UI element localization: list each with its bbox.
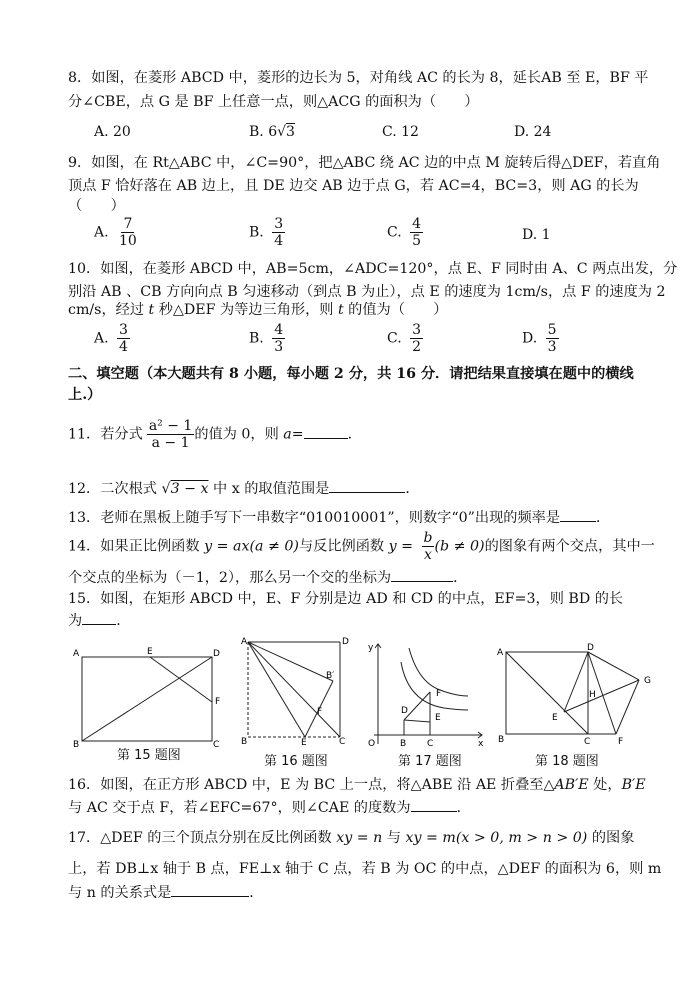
q10-line3-part1: cm/s，经过 bbox=[68, 302, 149, 318]
q11-fraction bbox=[147, 418, 195, 451]
q10-option-c-label: C. bbox=[387, 330, 402, 347]
q9-option-d: D. 1 bbox=[522, 227, 551, 243]
segment-ef bbox=[150, 657, 212, 702]
q15-line1: 15．如图，在矩形 ABCD 中，E、F 分别是边 AD 和 CD 的中点，EF=3，则 BD 的长 bbox=[68, 591, 624, 607]
q11-middle: 的值为 0，则 bbox=[194, 426, 284, 443]
q17-line1-text: 17．△DEF 的三个顶点分别在反比例函数 bbox=[68, 830, 337, 846]
fig17-label-f: F bbox=[436, 689, 442, 699]
segment-ae bbox=[248, 642, 305, 737]
figure-17 bbox=[364, 640, 492, 750]
q16-line2 bbox=[68, 797, 471, 818]
section2-heading-line2: 上.） bbox=[68, 387, 102, 403]
q10-option-a-label: A. bbox=[94, 330, 109, 347]
q9-option-c-fraction bbox=[410, 216, 423, 249]
q9-option-b bbox=[249, 216, 285, 249]
q8-line2: 分∠CBE，点 G 是 BF 上任意一点，则△ACG 的面积为（ ） bbox=[68, 94, 479, 110]
sqrt-symbol: √ bbox=[161, 481, 171, 497]
q10-line3-part3: 的值为（ ） bbox=[343, 302, 448, 318]
q13-end: ． bbox=[596, 510, 611, 526]
q11-end: ． bbox=[347, 426, 362, 443]
q17-line2: 上，若 DB⊥x 轴于 B 点，FE⊥x 轴于 C 点，若 B 为 OC 的中点，△DEF 的面积为 6，则 m bbox=[68, 861, 662, 877]
fig17-label-x: x bbox=[478, 739, 484, 749]
q10-line3-part2: 秒△DEF 为等边三角形，则 bbox=[154, 302, 338, 318]
q14-line2-text: 个交点的坐标为（－1，2），那么另一个交的坐标为 bbox=[68, 570, 392, 586]
q16-line1 bbox=[68, 775, 646, 795]
fig16-label-b: B bbox=[241, 737, 248, 746]
sqrt-symbol: √ bbox=[277, 124, 287, 140]
fig15-label-d: D bbox=[213, 649, 220, 659]
q15-line2 bbox=[68, 610, 130, 631]
q14-inverse-function-lhs: y = bbox=[388, 538, 418, 555]
q9-option-c bbox=[387, 216, 423, 249]
answer-blank[interactable] bbox=[82, 610, 116, 625]
fig18-label-g: G bbox=[644, 676, 651, 686]
q17-line3-text: 与 n 的关系式是 bbox=[68, 885, 172, 901]
fig17-label-o: O bbox=[368, 739, 376, 749]
q17-conjunction: 与 bbox=[382, 830, 406, 846]
q17-line1 bbox=[68, 828, 634, 848]
q17-line3 bbox=[68, 882, 264, 903]
q8-line1: 8．如图，在菱形 ABCD 中，菱形的边长为 5，对角线 AC 的长为 8，延长AB 至 E，BF 平 bbox=[68, 70, 649, 86]
q15-line2-text: 为 bbox=[68, 613, 83, 629]
q9-line1: 9．如图，在 Rt△ABC 中，∠C=90°，把△ABC 绕 AC 边的中点 M 旋转后得△DEF，若直角 bbox=[68, 155, 661, 171]
fig16-label-b-prime: B′ bbox=[326, 671, 335, 681]
variable-t: t bbox=[337, 302, 344, 318]
q10-option-c-fraction bbox=[410, 322, 423, 355]
caption-fig16: 第 16 题图 bbox=[264, 754, 328, 769]
q13-text: 13．老师在黑板上随手写下一串数字“010010001”，则数字“0”出现的频率是 bbox=[68, 510, 561, 526]
answer-blank[interactable] bbox=[171, 882, 249, 897]
q16-segment: B′E bbox=[621, 777, 646, 793]
q14-suffix: 的图象有两个交点，其中一 bbox=[484, 538, 655, 555]
q10-option-b bbox=[249, 322, 285, 355]
denominator: 10 bbox=[119, 233, 137, 249]
q17-line1-suffix: 的图象 bbox=[587, 830, 635, 846]
q17-function-m: xy = m(x > 0, m > n > 0) bbox=[405, 830, 588, 846]
q14-end: ． bbox=[453, 570, 468, 586]
q10-option-d-fraction bbox=[546, 322, 559, 355]
fig18-label-e: E bbox=[552, 713, 558, 723]
q9-option-a bbox=[94, 216, 139, 249]
q9-option-a-fraction bbox=[117, 216, 139, 249]
diagonal-ac bbox=[506, 652, 588, 734]
q11-equals: = bbox=[291, 426, 304, 443]
q9-option-c-label: C. bbox=[387, 224, 402, 241]
fig16-label-c: C bbox=[339, 737, 346, 746]
fig17-label-e: E bbox=[435, 713, 441, 723]
numerator: 7 bbox=[123, 216, 133, 232]
segment-de bbox=[404, 720, 430, 722]
q17-end: ． bbox=[249, 885, 264, 901]
figure-15 bbox=[70, 640, 230, 752]
q10-line1: 10．如图，在菱形 ABCD 中，AB=5cm，∠ADC=120°，点 E、F 同时由 A、C 两点出发，分 bbox=[68, 261, 678, 277]
fig16-label-d: D bbox=[342, 637, 349, 647]
fig18-label-b: B bbox=[498, 735, 505, 745]
q10-option-d-label: D. bbox=[522, 330, 538, 347]
diagonal-bd bbox=[82, 657, 212, 741]
fig15-label-a: A bbox=[73, 649, 80, 659]
numerator: 5 bbox=[547, 322, 557, 338]
denominator: 5 bbox=[412, 233, 422, 249]
numerator: 4 bbox=[274, 322, 284, 338]
answer-blank[interactable] bbox=[304, 424, 348, 439]
q17-function-n: xy = n bbox=[336, 830, 383, 846]
answer-blank[interactable] bbox=[411, 797, 457, 812]
fig18-label-a: A bbox=[497, 648, 504, 658]
numerator: 4 bbox=[412, 216, 422, 232]
q14-prefix: 14．如果正比例函数 bbox=[68, 538, 205, 555]
q14-inverse-fraction bbox=[422, 530, 435, 563]
q9-option-a-label: A. bbox=[94, 224, 109, 241]
q12-end: ． bbox=[405, 481, 420, 497]
denominator: 4 bbox=[274, 233, 284, 249]
q10-option-b-fraction bbox=[272, 322, 285, 355]
q8-option-a: A. 20 bbox=[94, 124, 131, 140]
q8-option-b bbox=[249, 124, 295, 140]
q10-option-b-label: B. bbox=[249, 330, 264, 347]
figure-18 bbox=[494, 640, 662, 750]
fig17-label-c: C bbox=[427, 739, 434, 749]
variable-a: a bbox=[283, 426, 292, 443]
fig16-label-e: E bbox=[301, 738, 307, 746]
q9-option-b-fraction bbox=[272, 216, 285, 249]
q12-middle: 中 x 的取值范围是 bbox=[208, 481, 330, 497]
variable-t: t bbox=[148, 302, 155, 318]
q8-option-d: D. 24 bbox=[514, 124, 552, 140]
q10-option-a bbox=[94, 322, 130, 355]
caption-fig17: 第 17 题图 bbox=[398, 754, 462, 769]
fig17-label-d: D bbox=[401, 706, 408, 716]
q13 bbox=[68, 507, 610, 528]
fig18-label-c: C bbox=[584, 737, 591, 747]
fig15-label-e: E bbox=[147, 647, 153, 657]
q16-triangle: △AB′E bbox=[543, 777, 589, 793]
q9-line3: （ ） bbox=[68, 198, 125, 214]
fig15-label-f: F bbox=[215, 697, 221, 707]
q9-option-b-label: B. bbox=[249, 224, 264, 241]
q14-direct-function: y = ax(a ≠ 0) bbox=[204, 538, 299, 555]
q15-end: ． bbox=[116, 613, 131, 629]
fig18-label-f: F bbox=[618, 737, 624, 747]
fig18-label-h: H bbox=[589, 690, 596, 700]
q8-option-b-radicand: 3 bbox=[286, 124, 295, 140]
numerator: a² − 1 bbox=[148, 418, 193, 434]
q11-prefix: 11．若分式 bbox=[68, 426, 143, 443]
denominator: x bbox=[424, 547, 432, 563]
denominator: 4 bbox=[119, 339, 128, 355]
caption-fig15: 第 15 题图 bbox=[117, 748, 181, 763]
fig17-label-y: y bbox=[368, 643, 374, 653]
q16-line2-text: 与 AC 交于点 F，若∠EFC=67°，则∠CAE 的度数为 bbox=[68, 800, 411, 816]
numerator: 3 bbox=[274, 216, 284, 232]
q16-end: ． bbox=[456, 800, 471, 816]
q14-middle: 与反比例函数 bbox=[298, 538, 389, 555]
answer-blank[interactable] bbox=[560, 507, 596, 522]
q10-line3 bbox=[68, 300, 448, 320]
q10-option-c bbox=[387, 322, 423, 355]
section2-heading-line1: 二、填空题（本大题共有 8 小题，每小题 2 分，共 16 分．请把结果直接填在题中的横线 bbox=[68, 366, 634, 382]
q14-inverse-function-condition: (b ≠ 0) bbox=[434, 538, 485, 555]
q12-radicand: 3 − x bbox=[170, 481, 209, 497]
q16-line1-middle: 处， bbox=[588, 777, 622, 793]
fig18-label-d: D bbox=[587, 643, 594, 653]
q9-line2: 顶点 F 恰好落在 AB 边上，且 DE 边交 AB 边于点 G，若 AC=4，BC=3，则 AG 的长为 bbox=[68, 178, 639, 194]
figure-16 bbox=[238, 634, 350, 746]
denominator: 2 bbox=[412, 339, 422, 355]
q10-option-a-fraction bbox=[117, 322, 130, 355]
fig15-label-c: C bbox=[213, 740, 220, 750]
denominator: a − 1 bbox=[151, 435, 190, 451]
answer-blank[interactable] bbox=[329, 478, 405, 493]
caption-fig18: 第 18 题图 bbox=[535, 754, 599, 769]
q10-line2: 别沿 AB 、CB 方向向点 B 匀速移动（到点 B 为止），点 E 的速度为 1cm/s，点 F 的速度为 2 bbox=[68, 284, 666, 300]
diagonal-ac bbox=[248, 642, 340, 737]
fig15-label-b: B bbox=[73, 740, 80, 750]
numerator: b bbox=[423, 530, 433, 546]
denominator: 3 bbox=[274, 339, 284, 355]
q16-line1-text: 16．如图，在正方形 ABCD 中，E 为 BC 上一点，将△ABE 沿 AE 折叠至 bbox=[68, 777, 544, 793]
fig16-label-f: F bbox=[317, 707, 323, 717]
q11 bbox=[68, 418, 362, 451]
answer-blank[interactable] bbox=[391, 567, 453, 582]
numerator: 3 bbox=[412, 322, 422, 338]
q10-option-d bbox=[522, 322, 559, 355]
q8-option-b-label: B. 6 bbox=[249, 124, 278, 140]
segment-ab-prime bbox=[248, 642, 333, 681]
q8-option-c: C. 12 bbox=[382, 124, 419, 140]
q14-line1 bbox=[68, 530, 655, 563]
denominator: 3 bbox=[547, 339, 557, 355]
fig17-label-b: B bbox=[400, 739, 407, 749]
numerator: 3 bbox=[119, 322, 128, 338]
fig16-label-a: A bbox=[241, 637, 248, 647]
curve-xy-n bbox=[401, 662, 468, 710]
q14-line2 bbox=[68, 567, 467, 588]
q12 bbox=[68, 478, 420, 499]
q12-prefix: 12．二次根式 bbox=[68, 481, 162, 497]
